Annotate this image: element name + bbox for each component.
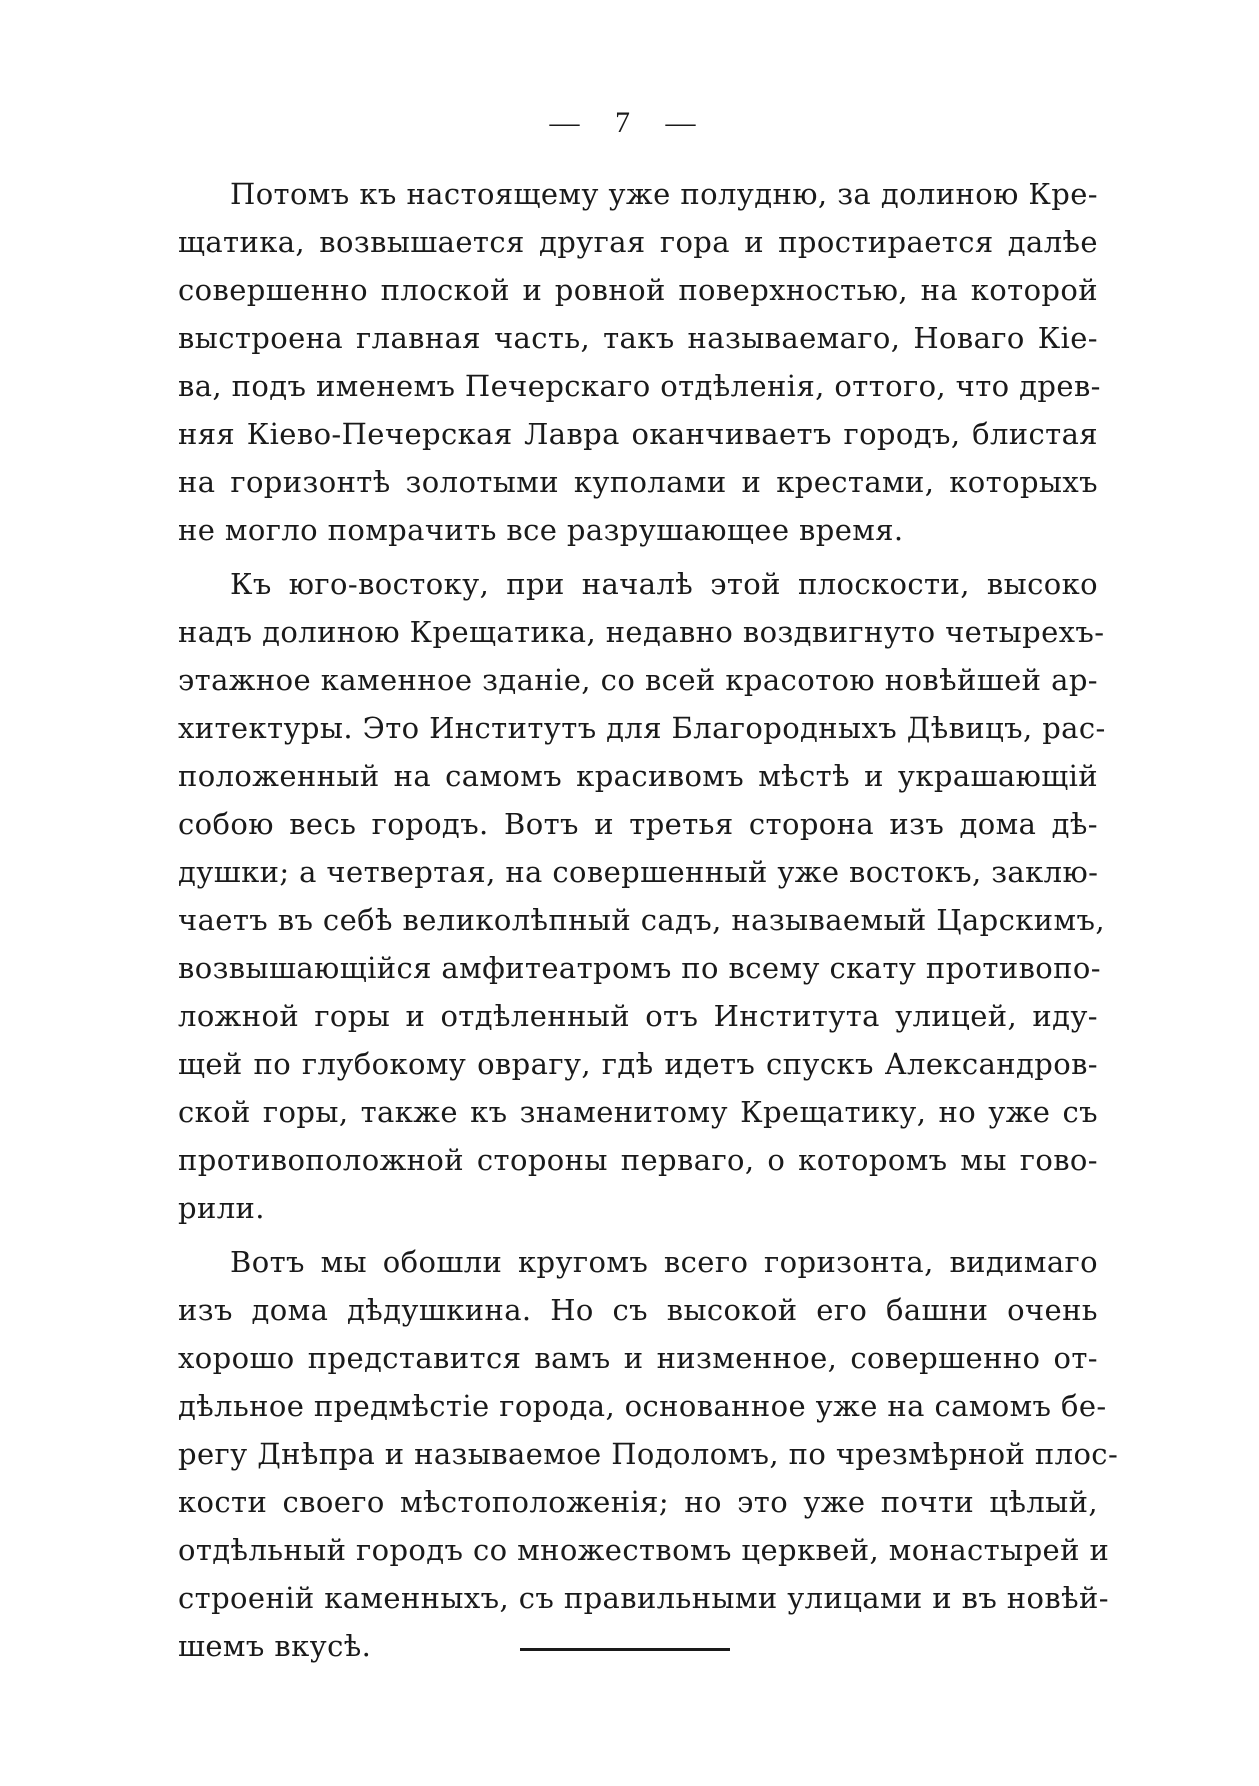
text-line: Къ юго-востоку, при началѣ этой плоскости, высоко xyxy=(230,567,1098,601)
paragraph-3 xyxy=(178,1238,1119,1670)
text-line: чаетъ въ себѣ великолѣпный садъ, называемый Царскимъ, xyxy=(178,903,1105,937)
text-line: не могло помрачить все разрушающее время. xyxy=(178,513,904,547)
text-line: положенный на самомъ красивомъ мѣстѣ и украшающій xyxy=(178,759,1098,793)
text-line: возвышающійся амфитеатромъ по всему скату противопо- xyxy=(178,951,1101,985)
text-line: хорошо представится вамъ и низменное, совершенно от- xyxy=(178,1341,1098,1375)
text-line: ложной горы и отдѣленный отъ Института улицей, иду- xyxy=(178,999,1098,1033)
text-line: выстроена главная часть, такъ называемаго, Новаго Кіе- xyxy=(178,321,1098,355)
page-number: — 7 — xyxy=(549,106,710,139)
text-line: дѣльное предмѣстіе города, основанное уже на самомъ бе- xyxy=(178,1389,1107,1423)
text-line: противоположной стороны перваго, о которомъ мы гово- xyxy=(178,1143,1098,1177)
text-line: Потомъ къ настоящему уже полудню, за долиною Кре- xyxy=(230,177,1098,211)
paragraph-2 xyxy=(178,560,1106,1232)
text-line: рили. xyxy=(178,1191,265,1225)
body-text xyxy=(178,170,1119,1670)
text-line: изъ дома дѣдушкина. Но съ высокой его башни очень xyxy=(178,1293,1098,1327)
text-line: собою весь городъ. Вотъ и третья сторона изъ дома дѣ- xyxy=(178,807,1098,841)
paragraph-1 xyxy=(178,170,1101,554)
text-line: Вотъ мы обошли кругомъ всего горизонта, видимаго xyxy=(230,1245,1098,1279)
text-line: строеній каменныхъ, съ правильными улицами и въ новѣй- xyxy=(178,1581,1109,1615)
text-line: ва, подъ именемъ Печерскаго отдѣленія, оттого, что древ- xyxy=(178,369,1101,403)
text-line: регу Днѣпра и называемое Подоломъ, по чрезмѣрной плос- xyxy=(178,1437,1119,1471)
text-line: няя Кіево-Печерская Лавра оканчиваетъ городъ, блистая xyxy=(178,417,1098,451)
text-line: шемъ вкусѣ. xyxy=(178,1629,372,1663)
text-line: хитектуры. Это Институтъ для Благородныхъ Дѣвицъ, рас- xyxy=(178,711,1106,745)
text-line: на горизонтѣ золотыми куполами и крестами, которыхъ xyxy=(178,465,1098,499)
text-line: щатика, возвышается другая гора и простирается далѣе xyxy=(178,225,1098,259)
end-rule-divider xyxy=(520,1648,730,1651)
text-line: душки; а четвертая, на совершенный уже востокъ, заклю- xyxy=(178,855,1099,889)
text-line: надъ долиною Крещатика, недавно воздвигнуто четырехъ- xyxy=(178,615,1105,649)
text-line: отдѣльный городъ со множествомъ церквей, монастырей и xyxy=(178,1533,1110,1567)
text-line: кости своего мѣстоположенія; но это уже почти цѣлый, xyxy=(178,1485,1098,1519)
text-line: ской горы, также къ знаменитому Крещатику, но уже съ xyxy=(178,1095,1098,1129)
text-line: щей по глубокому оврагу, гдѣ идетъ спускъ Александров- xyxy=(178,1047,1098,1081)
text-line: этажное каменное зданіе, со всей красотою новѣйшей ар- xyxy=(178,663,1098,697)
text-line: совершенно плоской и ровной поверхностью, на которой xyxy=(178,273,1098,307)
